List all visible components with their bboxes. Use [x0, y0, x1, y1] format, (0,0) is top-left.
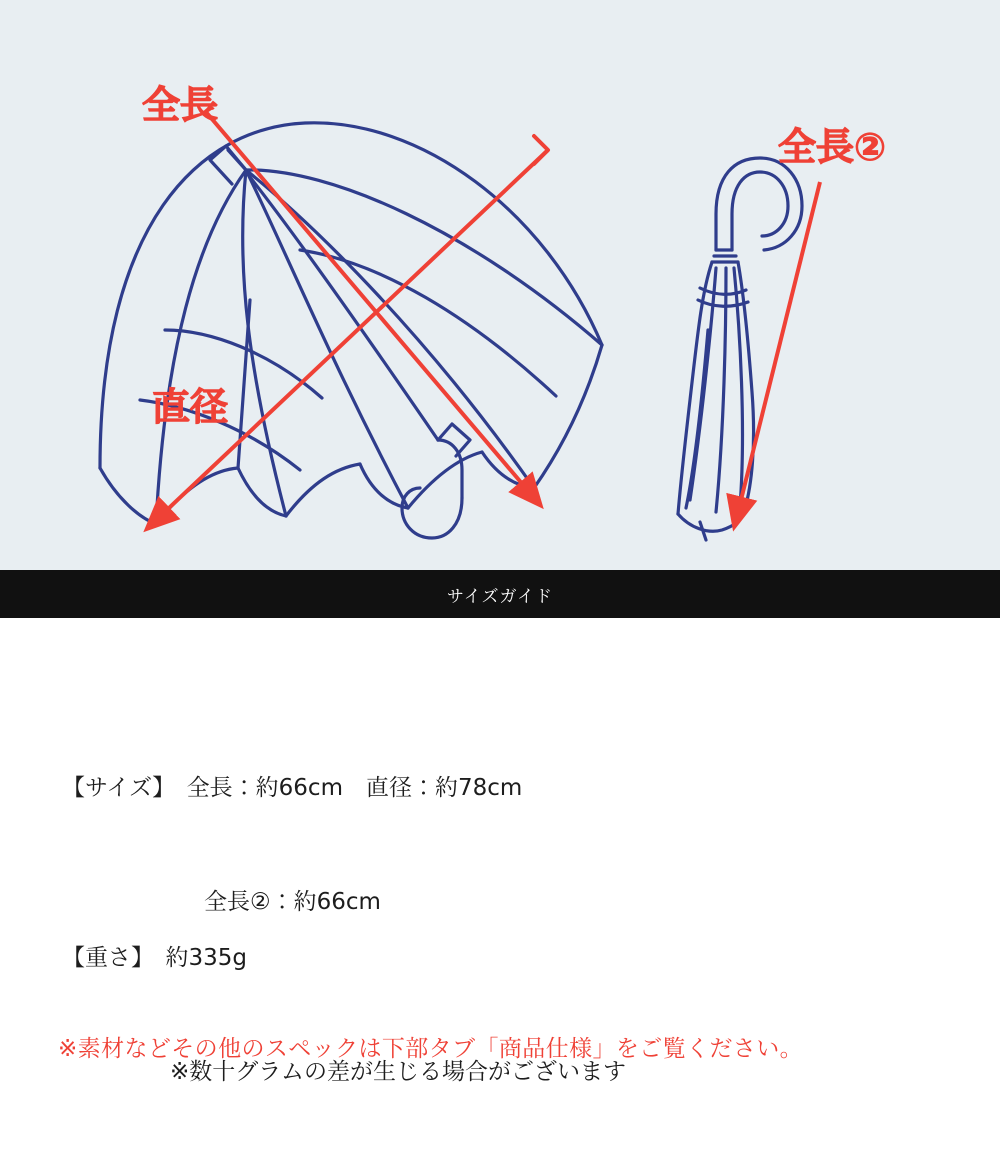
open-umbrella-icon: [100, 123, 602, 538]
weight-spec-line-2: ※数十グラムの差が生じる場合がございます: [170, 1058, 627, 1085]
weight-spec-line-1: 【重さ】 約335g: [62, 944, 247, 971]
umbrella-diagram-svg: [0, 0, 1000, 570]
size-spec-line-1: 【サイズ】 全長：約66cm 直径：約78cm: [62, 774, 523, 801]
umbrella-diagram-panel: [0, 0, 1000, 570]
size-spec-line-2: 全長②：約66cm: [204, 888, 381, 915]
spec-notice-text: ※素材などその他のスペックは下部タブ「商品仕様」をご覧ください。: [58, 1036, 804, 1062]
label-total-length: 全長: [142, 83, 219, 127]
label-diameter: 直径: [152, 385, 229, 429]
spec-text-area: [0, 618, 1000, 1119]
size-guide-caption-text: サイズガイド: [446, 586, 554, 607]
size-guide-caption-bar: [0, 570, 1000, 618]
label-total-length-2: 全長②: [778, 125, 887, 169]
closed-umbrella-icon: [678, 158, 802, 540]
length-arrow-icon: [206, 112, 536, 500]
weight-spec-block: [62, 864, 626, 1168]
